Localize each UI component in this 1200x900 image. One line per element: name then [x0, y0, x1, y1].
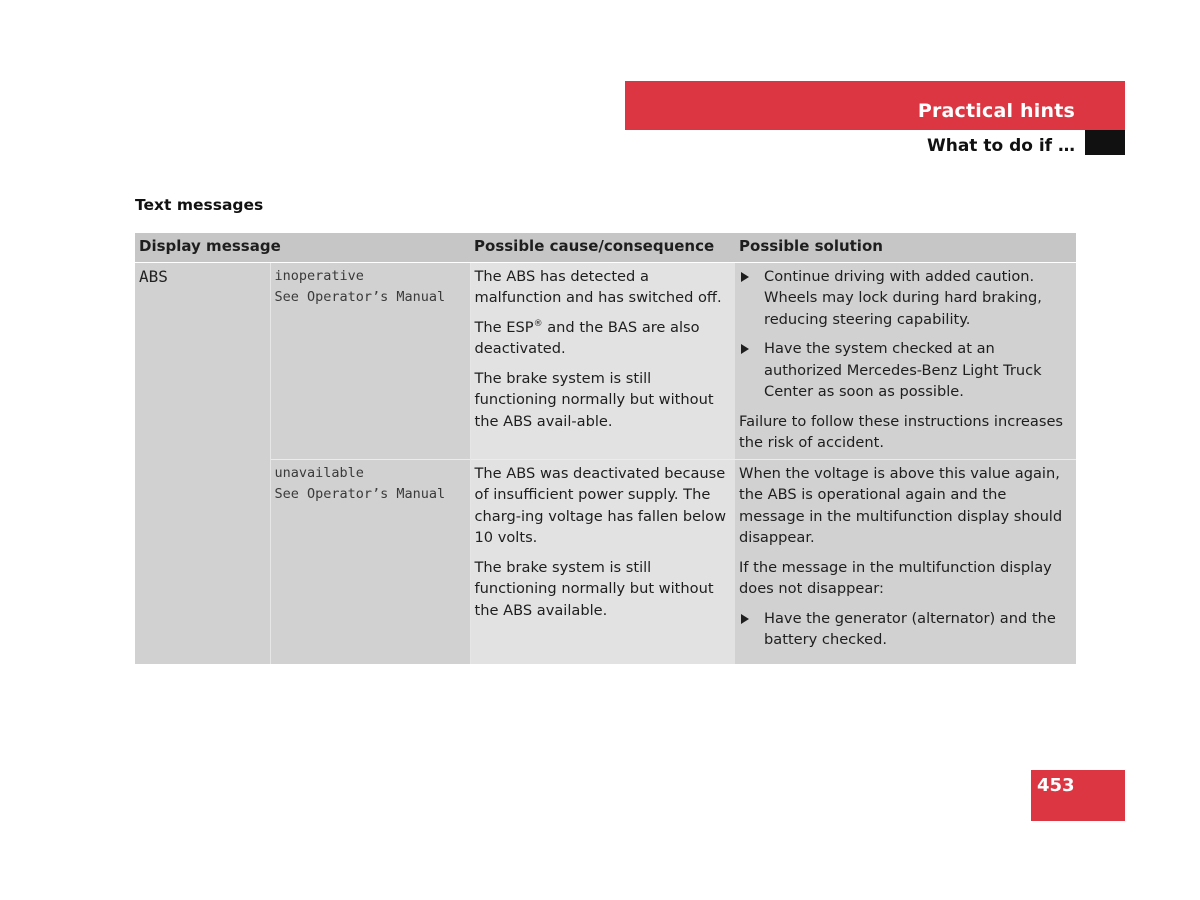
page-section-title: Text messages: [135, 196, 264, 214]
solution-bullet: [739, 338, 1072, 403]
table-header-row: [135, 233, 1076, 262]
solution-bullet-text: Continue driving with added caution. Wheels may lock during hard braking, reducing steering capability.: [764, 267, 1042, 328]
cause-text: [475, 317, 732, 360]
cause-text-part: and the BAS are also deactivated.: [474, 318, 700, 357]
solution-text: If the message in the multifunction display does not disappear:: [739, 558, 1052, 597]
solution-bullet: [739, 608, 1072, 651]
cause-cell: [470, 262, 735, 459]
col-header-possible-solution: Possible solution: [735, 233, 1076, 262]
section-heading: What to do if …: [926, 136, 1075, 156]
solution-text: When the voltage is above this value again, the ABS is operational again and the message in the multifunction display should disappear.: [739, 464, 1063, 546]
system-cell: [135, 262, 270, 664]
text-messages-table: [135, 233, 1076, 664]
cause-text: The brake system is still functioning normally but without the ABS available.: [474, 558, 714, 619]
header-marker-block: [1085, 130, 1125, 155]
cause-text: The ABS was deactivated because of insufficient power supply. The charg-ing voltage has fallen below 10 volts.: [474, 464, 727, 546]
bullet-triangle-icon: [741, 344, 749, 354]
cause-text-part: The ESP: [474, 318, 534, 336]
col-header-possible-cause: Possible cause/consequence: [470, 233, 735, 262]
chapter-title: Practical hints: [917, 100, 1075, 122]
display-message-cell: [270, 262, 470, 459]
table-row: [135, 262, 1076, 459]
solution-bullet-text: Have the system checked at an authorized Mercedes-Benz Light Truck Center as soon as possible.: [764, 340, 1042, 400]
solution-bullet: [739, 266, 1072, 331]
solution-bullet-text: Have the generator (alternator) and the battery checked.: [764, 609, 1056, 648]
display-message-cell: [270, 459, 470, 664]
page-number: 453: [1037, 775, 1075, 796]
system-name: ABS: [139, 266, 168, 286]
solution-cell: [735, 459, 1076, 664]
registered-mark: ®: [533, 318, 543, 329]
message-status: inoperative: [274, 267, 364, 284]
cause-cell: [470, 459, 735, 664]
message-status: unavailable: [274, 464, 364, 481]
solution-cell: [735, 262, 1076, 459]
message-instruction: See Operator’s Manual: [274, 486, 446, 502]
cause-text: The ABS has detected a malfunction and has switched off.: [474, 267, 722, 306]
cause-text: The brake system is still functioning normally but without the ABS avail-able.: [474, 369, 714, 430]
solution-note: Failure to follow these instructions increases the risk of accident.: [739, 412, 1064, 451]
bullet-triangle-icon: [741, 614, 749, 624]
bullet-triangle-icon: [741, 272, 749, 282]
message-instruction: See Operator’s Manual: [274, 289, 446, 305]
col-header-display-message: Display message: [135, 233, 470, 262]
table-row: [135, 459, 1076, 664]
